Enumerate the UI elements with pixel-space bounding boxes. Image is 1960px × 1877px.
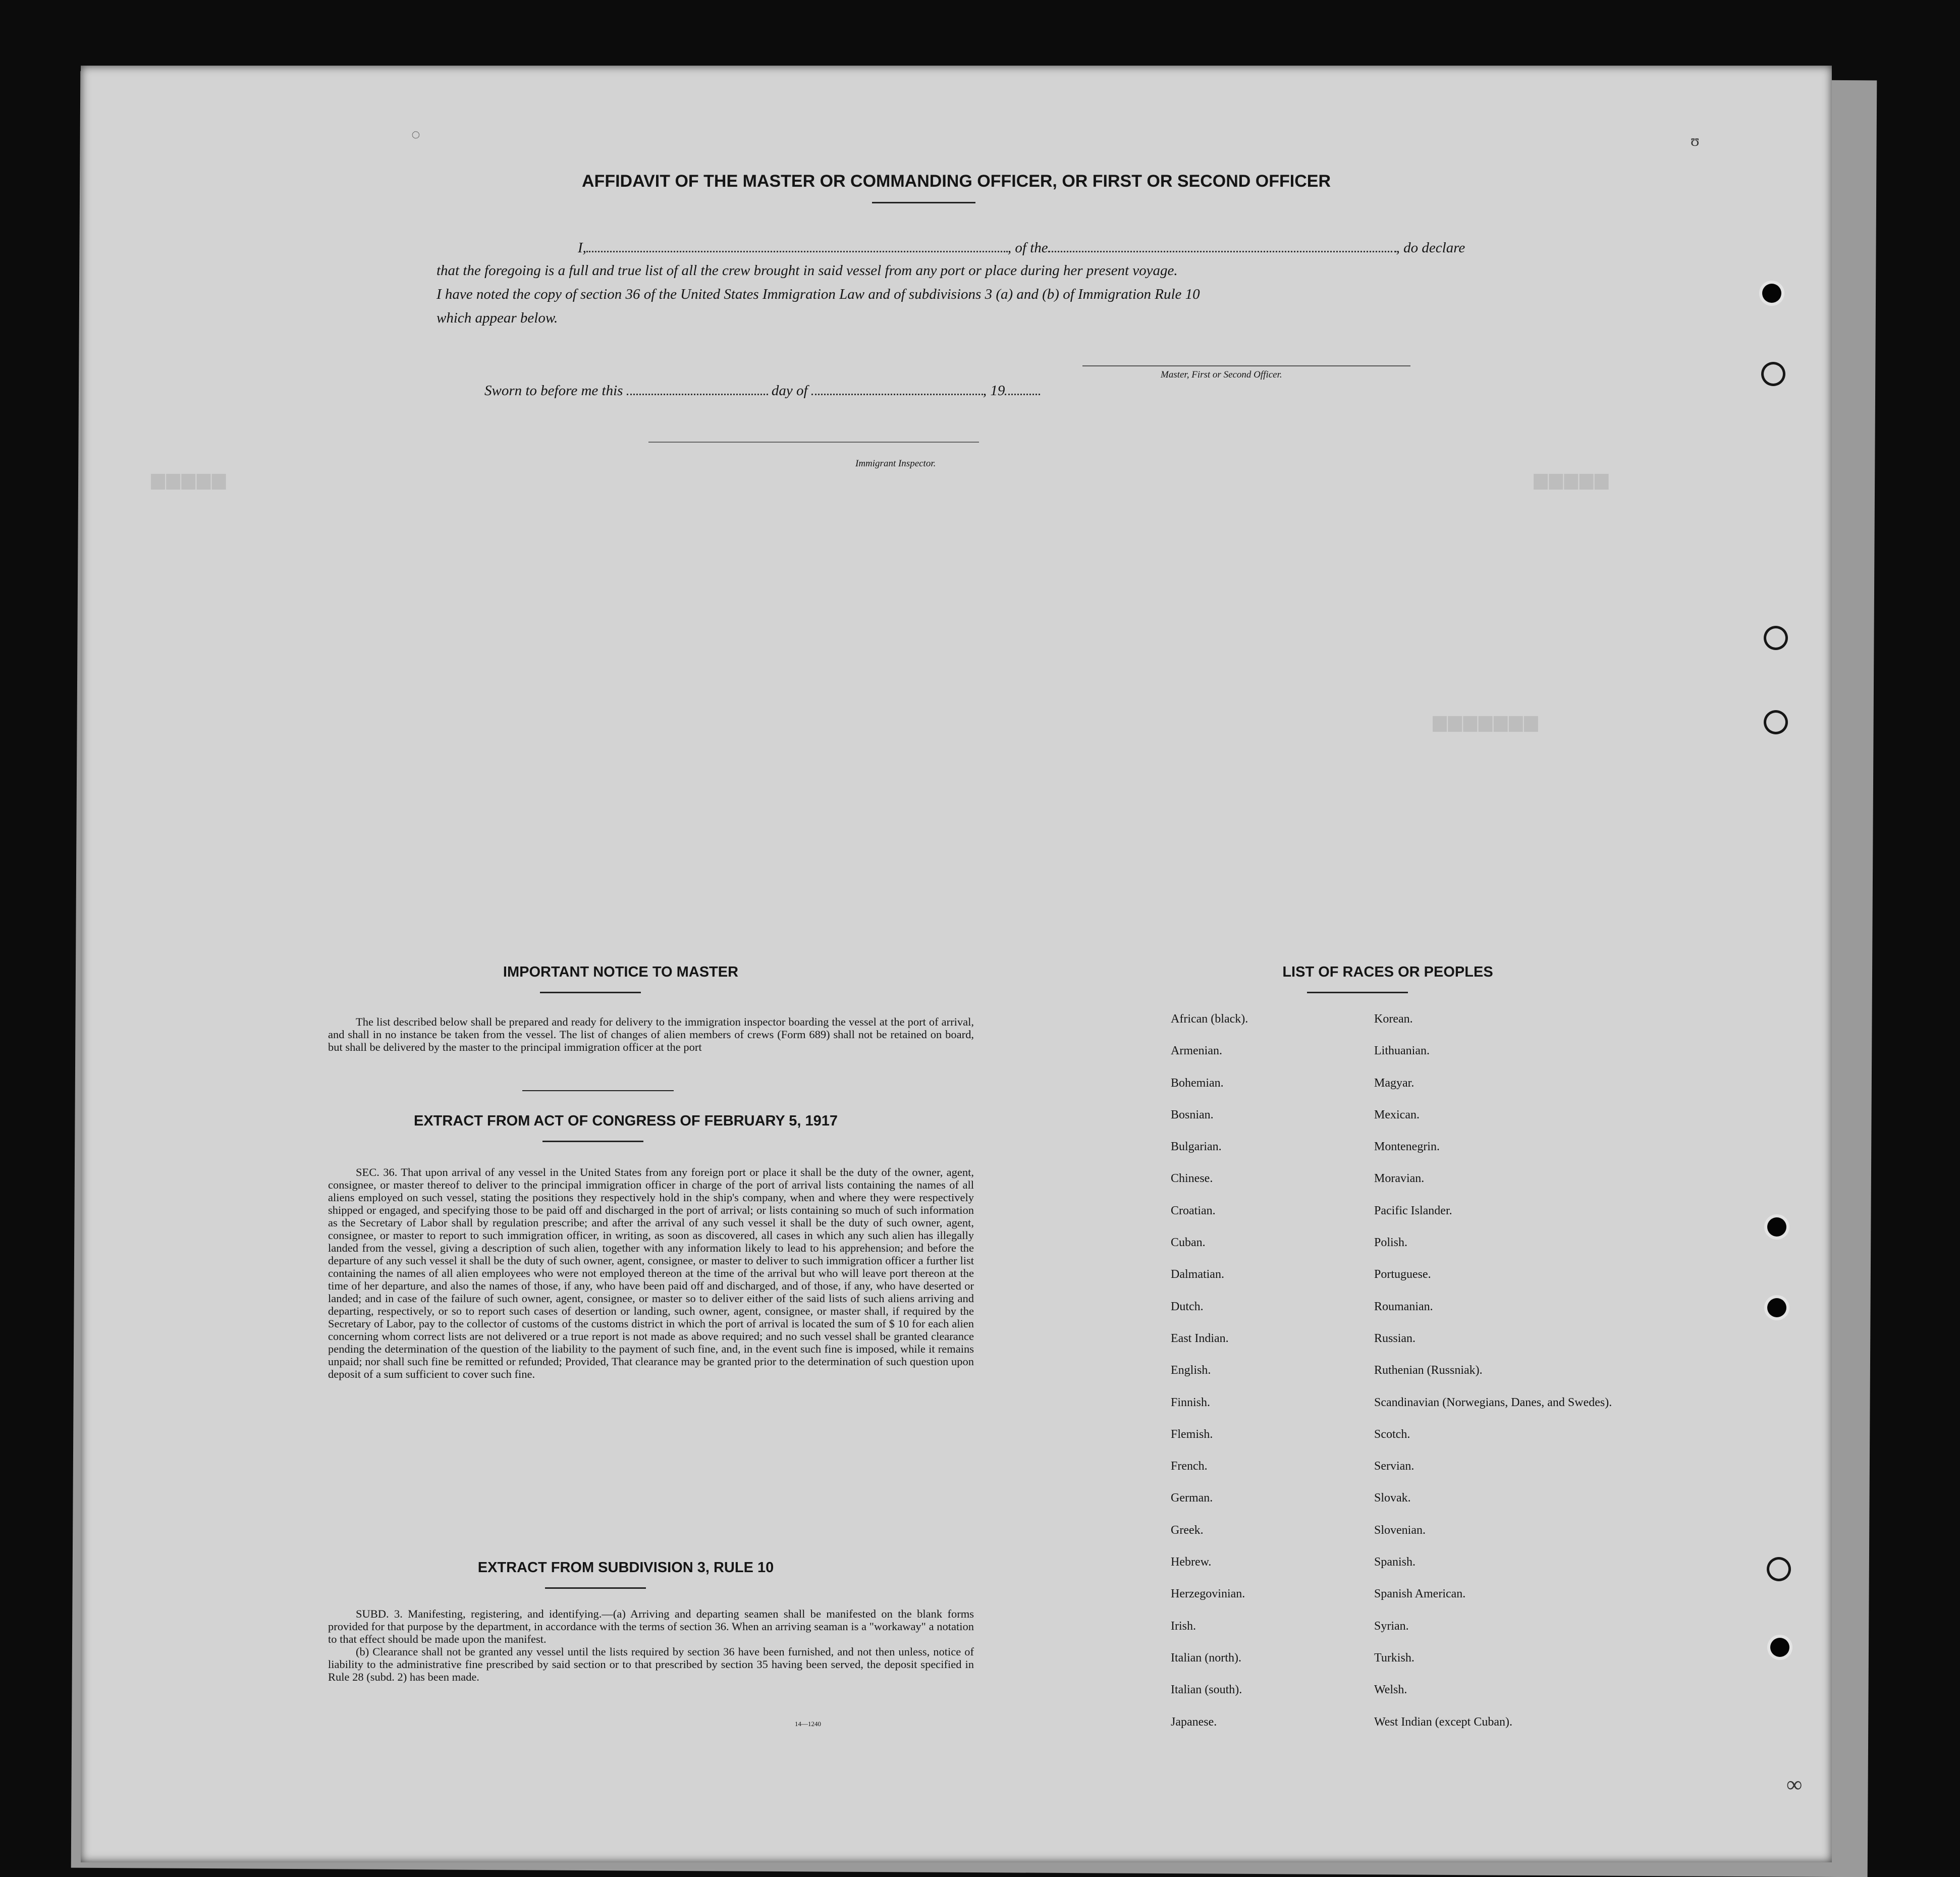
- race-item: Spanish American.: [1374, 1587, 1466, 1601]
- rule-paragraph: [328, 1607, 974, 1683]
- race-item: Herzegovinian.: [1171, 1587, 1245, 1601]
- binder-hole: [1767, 1217, 1786, 1237]
- race-item: Armenian.: [1171, 1044, 1222, 1058]
- declaration-line-4: which appear below.: [437, 310, 558, 326]
- race-item: Roumanian.: [1374, 1300, 1433, 1313]
- bleed-through-text: ▆▆▆▆▆: [151, 471, 228, 491]
- binder-hole: [1767, 1298, 1786, 1317]
- race-item: Italian (south).: [1171, 1683, 1242, 1697]
- races-title: LIST OF RACES OR PEOPLES: [1282, 964, 1493, 980]
- declaration-line-2: that the foregoing is a full and true list of all the crew brought in said vessel from any port or place during her present voyage.: [437, 262, 1178, 279]
- race-item: Irish.: [1171, 1619, 1196, 1633]
- race-item: Syrian.: [1374, 1619, 1409, 1633]
- race-item: Chinese.: [1171, 1172, 1213, 1186]
- race-item: Japanese.: [1171, 1715, 1217, 1729]
- race-item: Portuguese.: [1374, 1268, 1431, 1281]
- race-item: Bulgarian.: [1171, 1140, 1222, 1154]
- race-item: Servian.: [1374, 1460, 1414, 1473]
- affidavit-title: AFFIDAVIT OF THE MASTER OR COMMANDING OFFICER, OR FIRST OR SECOND OFFICER: [582, 172, 1331, 191]
- race-item: Russian.: [1374, 1331, 1416, 1345]
- act-text: SEC. 36. That upon arrival of any vessel in the United States from any foreign port or place it shall be the duty of the owner, agent, consignee, or master thereof to deliver to the principal immigration officer in charge of the port of arrival lists containing the names of all aliens employed on such vessel, stating the positions they respectively hold in the ship's company, when and where they were respectively shipped or engaged, and specifying those to be paid off and discharged in the port of arrival; or lists containing so much of such information as the Secretary of Labor shall by regulation prescribe; and after the arrival of any such vessel it shall be the duty of such owner, agent, consignee, or master to report to such immigration officer, in writing, as soon as discovered, all cases in which any such alien has illegally landed from the vessel, giving a description of such alien, together with any information likely to lead to his apprehension; and before the departure of any such vessel it shall be the duty of such owner, agent, consignee, or master to deliver to such immigration officer a further list containing the names of all alien employees who were not employed thereon at the time of the arrival but who will leave port thereon at the time of her departure, and also the names of those, if any, who have been paid off and discharged, and of those, if any, who have deserted or landed; and in case of the failure of such owner, agent, consignee, or master so to deliver either of the said lists of such aliens arriving and departing, respectively, or so to report such cases of desertion or landing, such owner, agent, consignee, or master shall, if required by the Secretary of Labor, pay to the collector of customs of the customs district in which the port of arrival is located the sum of $ 10 for each alien concerning whom correct lists are not delivered or a true report is not made as above required; and no such vessel shall be granted clearance pending the determination of the question of the liability to the payment of such fine, and, in the event such fine is imposed, while it remains unpaid; nor shall such fine be remitted or refunded; Provided, That clearance may be granted prior to the determination of such question upon deposit of a sum sufficient to cover such fine.: [328, 1166, 974, 1380]
- race-item: Greek.: [1171, 1523, 1204, 1537]
- binder-hole: [1770, 1638, 1789, 1657]
- notice-rule: [540, 992, 641, 993]
- race-item: Bohemian.: [1171, 1076, 1224, 1090]
- race-item: Montenegrin.: [1374, 1140, 1440, 1154]
- race-item: Italian (north).: [1171, 1651, 1241, 1665]
- race-item: Bosnian.: [1171, 1108, 1214, 1121]
- declare-of-the-label: , of the: [1007, 240, 1048, 256]
- race-item: French.: [1171, 1460, 1208, 1473]
- race-item: Slovenian.: [1374, 1523, 1426, 1537]
- race-item: Magyar.: [1374, 1076, 1414, 1090]
- day-of-label: day of: [771, 383, 808, 399]
- form-number: 14—1240: [795, 1720, 821, 1728]
- race-item: Turkish.: [1374, 1651, 1414, 1665]
- officer-signature-line: [1082, 365, 1410, 366]
- name-blank: [586, 248, 1008, 252]
- rule-text-a: SUBD. 3. Manifesting, registering, and identifying.—(a) Arriving and departing seamen shall be manifested on the blank forms provided for that purpose by the department, in accordance with the terms of section 36. When an arriving seaman is a "workaway" a notation to that effect should be made upon the manifest.: [328, 1607, 974, 1645]
- notice-end-rule: [522, 1090, 674, 1091]
- declaration-line-3: I have noted the copy of section 36 of the United States Immigration Law and of subdivisions 3 (a) and (b) of Immigration Rule 10: [437, 286, 1200, 302]
- binder-hole: [1766, 628, 1785, 648]
- race-item: Dalmatian.: [1171, 1268, 1224, 1281]
- race-item: Scandinavian (Norwegians, Danes, and Swedes).: [1374, 1396, 1612, 1409]
- bleed-through-text: ▆▆▆▆▆: [1534, 471, 1610, 491]
- sworn-label: Sworn to before me this: [484, 383, 623, 399]
- act-paragraph: [328, 1166, 974, 1380]
- race-item: Korean.: [1374, 1012, 1413, 1026]
- rule-rule: [545, 1587, 646, 1589]
- binder-hole: [1769, 1560, 1788, 1579]
- officer-caption: Master, First or Second Officer.: [1161, 369, 1282, 380]
- title-rule: [872, 202, 975, 203]
- act-title: EXTRACT FROM ACT OF CONGRESS OF FEBRUARY 5, 1917: [413, 1113, 838, 1129]
- document-page: [81, 66, 1832, 1862]
- notice-paragraph: [328, 1015, 974, 1053]
- rule-title: EXTRACT FROM SUBDIVISION 3, RULE 10: [477, 1560, 774, 1576]
- race-item: Mexican.: [1374, 1108, 1420, 1121]
- races-list-left: [1171, 1003, 1248, 1738]
- inspector-caption: Immigrant Inspector.: [855, 458, 936, 469]
- notice-title: IMPORTANT NOTICE TO MASTER: [503, 964, 739, 980]
- race-item: Croatian.: [1171, 1204, 1216, 1217]
- declare-do-declare-label: , do declare: [1396, 240, 1465, 256]
- vessel-blank: [1048, 248, 1396, 252]
- declaration-line-1: [578, 240, 1465, 256]
- race-item: African (black).: [1171, 1012, 1248, 1026]
- race-item: Finnish.: [1171, 1396, 1211, 1409]
- sworn-line: [484, 383, 1040, 399]
- pencil-mark: ∞: [1786, 1772, 1803, 1797]
- binder-hole: [1762, 284, 1781, 303]
- binder-hole: [1766, 713, 1785, 732]
- race-item: Moravian.: [1374, 1172, 1425, 1186]
- races-list-right: [1374, 1003, 1612, 1738]
- month-blank: [811, 391, 983, 395]
- inspector-signature-line: [648, 442, 979, 443]
- race-item: Cuban.: [1171, 1236, 1206, 1250]
- race-item: Flemish.: [1171, 1427, 1213, 1441]
- binder-hole: [1764, 364, 1783, 384]
- race-item: West Indian (except Cuban).: [1374, 1715, 1512, 1729]
- race-item: East Indian.: [1171, 1331, 1229, 1345]
- declare-i-label: I,: [578, 240, 586, 256]
- day-blank: [627, 391, 768, 395]
- race-item: Pacific Islander.: [1374, 1204, 1452, 1217]
- race-item: Scotch.: [1374, 1427, 1410, 1441]
- race-item: Lithuanian.: [1374, 1044, 1430, 1058]
- punch-mark: ◌: [411, 126, 420, 143]
- races-rule: [1307, 992, 1408, 993]
- notice-text: The list described below shall be prepared and ready for delivery to the immigration inspector boarding the vessel at the port of arrival, and shall in no instance be taken from the vessel. The list of changes of alien members of crews (Form 689) shall not be retained on board, but shall be delivered by the master to the principal immigration officer at the port: [328, 1015, 974, 1053]
- race-item: English.: [1171, 1364, 1211, 1377]
- rule-text-b: (b) Clearance shall not be granted any vessel until the lists required by section 36 have been furnished, and not then unless, notice of liability to the administrative fine prescribed by said section or to that prescribed by section 35 having been served, the deposit specified in Rule 28 (subd. 2) has been made.: [328, 1645, 974, 1683]
- race-item: Hebrew.: [1171, 1556, 1212, 1569]
- race-item: Polish.: [1374, 1236, 1408, 1250]
- race-item: Dutch.: [1171, 1300, 1204, 1313]
- punch-mark: ʊ: [1691, 131, 1700, 149]
- bleed-through-text: ▆▆▆▆▆▆▆: [1433, 714, 1540, 733]
- race-item: Welsh.: [1374, 1683, 1407, 1697]
- race-item: Ruthenian (Russniak).: [1374, 1364, 1483, 1377]
- race-item: Slovak.: [1374, 1491, 1411, 1505]
- year-blank: [1005, 391, 1040, 395]
- year-label: , 19: [983, 383, 1005, 399]
- race-item: Spanish.: [1374, 1556, 1416, 1569]
- act-rule: [542, 1141, 643, 1142]
- race-item: German.: [1171, 1491, 1213, 1505]
